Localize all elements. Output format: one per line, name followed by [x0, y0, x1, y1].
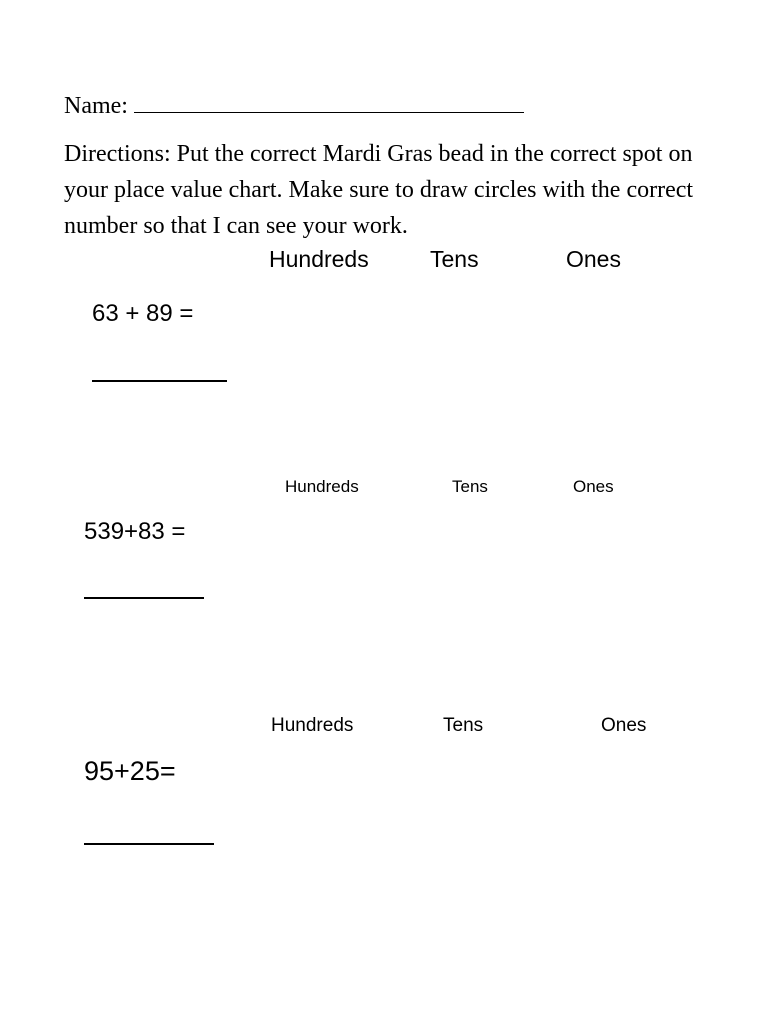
name-field [64, 92, 524, 120]
header-ones: Ones [601, 715, 647, 736]
header-ones: Ones [573, 477, 614, 496]
header-hundreds: Hundreds [285, 477, 359, 496]
header-ones: Ones [566, 246, 621, 272]
answer-blank-line [92, 380, 227, 382]
name-blank-line [134, 92, 524, 113]
answer-blank-line [84, 597, 204, 599]
directions-text: Directions: Put the correct Mardi Gras bead in the correct spot on your place value chart. Make sure to draw circles with the correct number so that I can see your work. [64, 141, 694, 239]
header-tens: Tens [443, 715, 484, 736]
equation: 95+25= [84, 756, 176, 786]
name-label: Name: [64, 93, 128, 119]
header-tens: Tens [452, 477, 488, 496]
equation: 63 + 89 = [92, 300, 194, 327]
header-tens: Tens [430, 246, 479, 272]
header-hundreds: Hundreds [271, 715, 354, 736]
equation: 539+83 = [84, 518, 186, 545]
header-hundreds: Hundreds [269, 246, 369, 272]
answer-blank-line [84, 843, 214, 845]
